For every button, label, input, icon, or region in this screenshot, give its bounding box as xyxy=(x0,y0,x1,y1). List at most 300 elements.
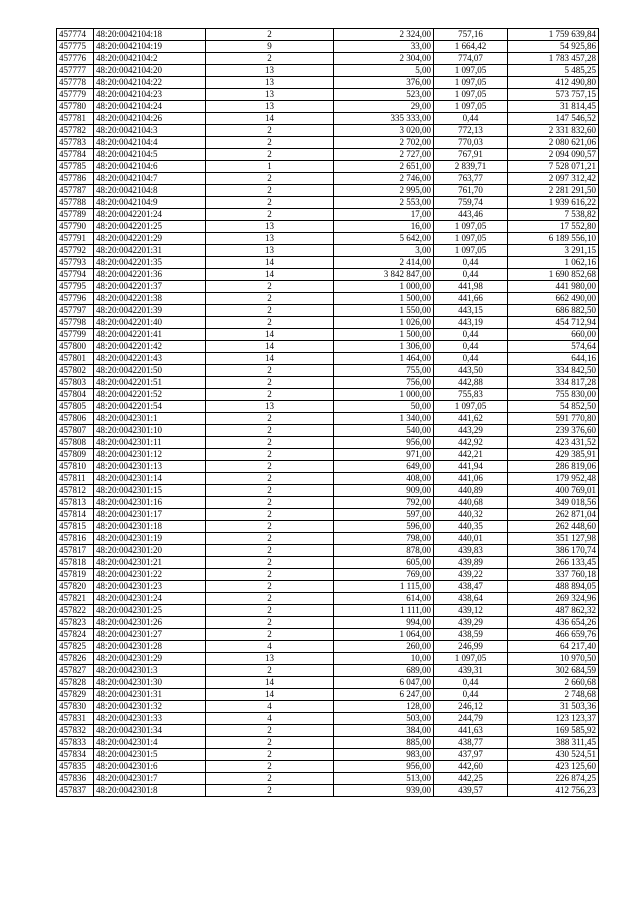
rate-cell: 442,25 xyxy=(434,773,508,785)
table-row xyxy=(57,497,599,509)
table-row xyxy=(57,557,599,569)
cadastral-number-cell: 48:20:0042301:24 xyxy=(94,593,206,605)
table-row xyxy=(57,605,599,617)
category-cell: 2 xyxy=(206,593,334,605)
value-cell: 239 376,60 xyxy=(508,425,599,437)
cadastral-number-cell: 48:20:0042301:32 xyxy=(94,701,206,713)
rate-cell: 757,16 xyxy=(434,29,508,41)
category-cell: 2 xyxy=(206,413,334,425)
row-id-cell: 457811 xyxy=(57,473,94,485)
cadastral-number-cell: 48:20:0042301:7 xyxy=(94,773,206,785)
area-cell: 2 304,00 xyxy=(334,53,434,65)
cadastral-number-cell: 48:20:0042301:21 xyxy=(94,557,206,569)
area-cell: 956,00 xyxy=(334,761,434,773)
row-id-cell: 457827 xyxy=(57,665,94,677)
table-row xyxy=(57,689,599,701)
rate-cell: 439,31 xyxy=(434,665,508,677)
area-cell: 1 000,00 xyxy=(334,389,434,401)
area-cell: 755,00 xyxy=(334,365,434,377)
rate-cell: 441,66 xyxy=(434,293,508,305)
row-id-cell: 457788 xyxy=(57,197,94,209)
cadastral-number-cell: 48:20:0042104:22 xyxy=(94,77,206,89)
value-cell: 412 756,23 xyxy=(508,785,599,797)
area-cell: 2 727,00 xyxy=(334,149,434,161)
rate-cell: 438,59 xyxy=(434,629,508,641)
area-cell: 1 500,00 xyxy=(334,329,434,341)
category-cell: 2 xyxy=(206,725,334,737)
area-cell: 2 651,00 xyxy=(334,161,434,173)
rate-cell: 439,57 xyxy=(434,785,508,797)
table-row xyxy=(57,65,599,77)
row-id-cell: 457804 xyxy=(57,389,94,401)
rate-cell: 1 097,05 xyxy=(434,89,508,101)
cadastral-number-cell: 48:20:0042301:18 xyxy=(94,521,206,533)
table-row xyxy=(57,173,599,185)
rate-cell: 442,88 xyxy=(434,377,508,389)
area-cell: 756,00 xyxy=(334,377,434,389)
category-cell: 13 xyxy=(206,89,334,101)
rate-cell: 443,50 xyxy=(434,365,508,377)
category-cell: 2 xyxy=(206,437,334,449)
rate-cell: 439,22 xyxy=(434,569,508,581)
value-cell: 179 952,48 xyxy=(508,473,599,485)
cadastral-number-cell: 48:20:0042104:20 xyxy=(94,65,206,77)
area-cell: 2 553,00 xyxy=(334,197,434,209)
area-cell: 2 324,00 xyxy=(334,29,434,41)
cadastral-number-cell: 48:20:0042201:39 xyxy=(94,305,206,317)
area-cell: 503,00 xyxy=(334,713,434,725)
table-row xyxy=(57,749,599,761)
value-cell: 2 660,68 xyxy=(508,677,599,689)
table-row xyxy=(57,209,599,221)
value-cell: 466 659,76 xyxy=(508,629,599,641)
rate-cell: 1 097,05 xyxy=(434,101,508,113)
category-cell: 2 xyxy=(206,137,334,149)
area-cell: 1 064,00 xyxy=(334,629,434,641)
cadastral-number-cell: 48:20:0042201:24 xyxy=(94,209,206,221)
row-id-cell: 457786 xyxy=(57,173,94,185)
value-cell: 286 819,06 xyxy=(508,461,599,473)
category-cell: 2 xyxy=(206,53,334,65)
table-row xyxy=(57,41,599,53)
value-cell: 17 552,80 xyxy=(508,221,599,233)
area-cell: 792,00 xyxy=(334,497,434,509)
value-cell: 430 524,51 xyxy=(508,749,599,761)
value-cell: 262 871,04 xyxy=(508,509,599,521)
rate-cell: 1 097,05 xyxy=(434,65,508,77)
category-cell: 2 xyxy=(206,617,334,629)
cadastral-number-cell: 48:20:0042301:16 xyxy=(94,497,206,509)
row-id-cell: 457799 xyxy=(57,329,94,341)
rate-cell: 441,63 xyxy=(434,725,508,737)
category-cell: 2 xyxy=(206,497,334,509)
rate-cell: 438,77 xyxy=(434,737,508,749)
area-cell: 3,00 xyxy=(334,245,434,257)
area-cell: 1 306,00 xyxy=(334,341,434,353)
row-id-cell: 457800 xyxy=(57,341,94,353)
area-cell: 596,00 xyxy=(334,521,434,533)
table-row xyxy=(57,581,599,593)
cadastral-number-cell: 48:20:0042104:9 xyxy=(94,197,206,209)
row-id-cell: 457778 xyxy=(57,77,94,89)
value-cell: 2 281 291,50 xyxy=(508,185,599,197)
value-cell: 266 133,45 xyxy=(508,557,599,569)
row-id-cell: 457784 xyxy=(57,149,94,161)
category-cell: 2 xyxy=(206,461,334,473)
row-id-cell: 457796 xyxy=(57,293,94,305)
row-id-cell: 457785 xyxy=(57,161,94,173)
category-cell: 14 xyxy=(206,329,334,341)
value-cell: 412 490,80 xyxy=(508,77,599,89)
area-cell: 971,00 xyxy=(334,449,434,461)
category-cell: 13 xyxy=(206,401,334,413)
cadastral-number-cell: 48:20:0042201:25 xyxy=(94,221,206,233)
rate-cell: 0,44 xyxy=(434,341,508,353)
table-row xyxy=(57,389,599,401)
category-cell: 2 xyxy=(206,365,334,377)
cadastral-number-cell: 48:20:0042104:18 xyxy=(94,29,206,41)
cadastral-number-cell: 48:20:0042301:14 xyxy=(94,473,206,485)
rate-cell: 443,15 xyxy=(434,305,508,317)
rate-cell: 440,32 xyxy=(434,509,508,521)
area-cell: 605,00 xyxy=(334,557,434,569)
cadastral-number-cell: 48:20:0042301:6 xyxy=(94,761,206,773)
category-cell: 14 xyxy=(206,341,334,353)
category-cell: 2 xyxy=(206,605,334,617)
category-cell: 13 xyxy=(206,77,334,89)
table-row xyxy=(57,377,599,389)
value-cell: 3 291,15 xyxy=(508,245,599,257)
cadastral-number-cell: 48:20:0042301:13 xyxy=(94,461,206,473)
row-id-cell: 457809 xyxy=(57,449,94,461)
category-cell: 2 xyxy=(206,125,334,137)
value-cell: 31 814,45 xyxy=(508,101,599,113)
cadastral-number-cell: 48:20:0042104:6 xyxy=(94,161,206,173)
table-row xyxy=(57,713,599,725)
area-cell: 384,00 xyxy=(334,725,434,737)
cadastral-number-cell: 48:20:0042201:50 xyxy=(94,365,206,377)
cadastral-number-cell: 48:20:0042201:51 xyxy=(94,377,206,389)
area-cell: 33,00 xyxy=(334,41,434,53)
cadastral-number-cell: 48:20:0042301:5 xyxy=(94,749,206,761)
rate-cell: 441,98 xyxy=(434,281,508,293)
row-id-cell: 457803 xyxy=(57,377,94,389)
value-cell: 574,64 xyxy=(508,341,599,353)
table-row xyxy=(57,269,599,281)
category-cell: 2 xyxy=(206,569,334,581)
cadastral-number-cell: 48:20:0042301:26 xyxy=(94,617,206,629)
row-id-cell: 457774 xyxy=(57,29,94,41)
category-cell: 13 xyxy=(206,653,334,665)
area-cell: 1 115,00 xyxy=(334,581,434,593)
rate-cell: 0,44 xyxy=(434,113,508,125)
table-row xyxy=(57,233,599,245)
category-cell: 2 xyxy=(206,629,334,641)
cadastral-value-table xyxy=(56,28,599,797)
table-row xyxy=(57,125,599,137)
area-cell: 260,00 xyxy=(334,641,434,653)
category-cell: 2 xyxy=(206,317,334,329)
row-id-cell: 457825 xyxy=(57,641,94,653)
row-id-cell: 457832 xyxy=(57,725,94,737)
value-cell: 169 585,92 xyxy=(508,725,599,737)
rate-cell: 761,70 xyxy=(434,185,508,197)
cadastral-number-cell: 48:20:0042301:3 xyxy=(94,665,206,677)
rate-cell: 767,91 xyxy=(434,149,508,161)
category-cell: 2 xyxy=(206,749,334,761)
rate-cell: 1 097,05 xyxy=(434,233,508,245)
row-id-cell: 457792 xyxy=(57,245,94,257)
category-cell: 2 xyxy=(206,293,334,305)
table-row xyxy=(57,485,599,497)
cadastral-number-cell: 48:20:0042301:29 xyxy=(94,653,206,665)
category-cell: 14 xyxy=(206,689,334,701)
value-cell: 54 925,86 xyxy=(508,41,599,53)
table-row xyxy=(57,281,599,293)
row-id-cell: 457834 xyxy=(57,749,94,761)
value-cell: 123 123,37 xyxy=(508,713,599,725)
row-id-cell: 457831 xyxy=(57,713,94,725)
table-row xyxy=(57,677,599,689)
rate-cell: 1 097,05 xyxy=(434,653,508,665)
row-id-cell: 457818 xyxy=(57,557,94,569)
table-row xyxy=(57,257,599,269)
area-cell: 878,00 xyxy=(334,545,434,557)
row-id-cell: 457814 xyxy=(57,509,94,521)
table-row xyxy=(57,341,599,353)
rate-cell: 770,03 xyxy=(434,137,508,149)
cadastral-number-cell: 48:20:0042201:40 xyxy=(94,317,206,329)
cadastral-number-cell: 48:20:0042201:42 xyxy=(94,341,206,353)
rate-cell: 0,44 xyxy=(434,269,508,281)
rate-cell: 246,99 xyxy=(434,641,508,653)
row-id-cell: 457837 xyxy=(57,785,94,797)
category-cell: 2 xyxy=(206,209,334,221)
category-cell: 2 xyxy=(206,473,334,485)
category-cell: 14 xyxy=(206,113,334,125)
value-cell: 591 770,80 xyxy=(508,413,599,425)
value-cell: 334 817,28 xyxy=(508,377,599,389)
row-id-cell: 457780 xyxy=(57,101,94,113)
category-cell: 13 xyxy=(206,233,334,245)
value-cell: 10 970,50 xyxy=(508,653,599,665)
table-row xyxy=(57,593,599,605)
cadastral-number-cell: 48:20:0042301:11 xyxy=(94,437,206,449)
cadastral-number-cell: 48:20:0042104:7 xyxy=(94,173,206,185)
value-cell: 1 783 457,28 xyxy=(508,53,599,65)
category-cell: 13 xyxy=(206,245,334,257)
value-cell: 2 094 090,57 xyxy=(508,149,599,161)
cadastral-number-cell: 48:20:0042104:3 xyxy=(94,125,206,137)
table-row xyxy=(57,365,599,377)
category-cell: 2 xyxy=(206,149,334,161)
value-cell: 7 538,82 xyxy=(508,209,599,221)
area-cell: 1 500,00 xyxy=(334,293,434,305)
value-cell: 388 311,45 xyxy=(508,737,599,749)
row-id-cell: 457775 xyxy=(57,41,94,53)
value-cell: 423 125,60 xyxy=(508,761,599,773)
table-row xyxy=(57,77,599,89)
value-cell: 2 748,68 xyxy=(508,689,599,701)
area-cell: 128,00 xyxy=(334,701,434,713)
rate-cell: 1 097,05 xyxy=(434,77,508,89)
row-id-cell: 457791 xyxy=(57,233,94,245)
cadastral-number-cell: 48:20:0042201:35 xyxy=(94,257,206,269)
rate-cell: 443,29 xyxy=(434,425,508,437)
rate-cell: 772,13 xyxy=(434,125,508,137)
area-cell: 939,00 xyxy=(334,785,434,797)
area-cell: 1 000,00 xyxy=(334,281,434,293)
rate-cell: 443,19 xyxy=(434,317,508,329)
category-cell: 14 xyxy=(206,353,334,365)
rate-cell: 439,12 xyxy=(434,605,508,617)
table-row xyxy=(57,653,599,665)
table-row xyxy=(57,569,599,581)
rate-cell: 441,06 xyxy=(434,473,508,485)
category-cell: 2 xyxy=(206,389,334,401)
rate-cell: 441,94 xyxy=(434,461,508,473)
area-cell: 6 047,00 xyxy=(334,677,434,689)
area-cell: 2 746,00 xyxy=(334,173,434,185)
area-cell: 1 111,00 xyxy=(334,605,434,617)
table-row xyxy=(57,221,599,233)
row-id-cell: 457808 xyxy=(57,437,94,449)
cadastral-number-cell: 48:20:0042104:24 xyxy=(94,101,206,113)
table-row xyxy=(57,785,599,797)
value-cell: 487 862,32 xyxy=(508,605,599,617)
category-cell: 2 xyxy=(206,29,334,41)
category-cell: 2 xyxy=(206,761,334,773)
area-cell: 2 995,00 xyxy=(334,185,434,197)
value-cell: 644,16 xyxy=(508,353,599,365)
row-id-cell: 457807 xyxy=(57,425,94,437)
cadastral-number-cell: 48:20:0042301:19 xyxy=(94,533,206,545)
rate-cell: 763,77 xyxy=(434,173,508,185)
category-cell: 2 xyxy=(206,197,334,209)
row-id-cell: 457816 xyxy=(57,533,94,545)
table-row xyxy=(57,137,599,149)
table-row xyxy=(57,245,599,257)
category-cell: 2 xyxy=(206,521,334,533)
table-row xyxy=(57,89,599,101)
cadastral-number-cell: 48:20:0042301:17 xyxy=(94,509,206,521)
area-cell: 5,00 xyxy=(334,65,434,77)
row-id-cell: 457824 xyxy=(57,629,94,641)
row-id-cell: 457833 xyxy=(57,737,94,749)
cadastral-number-cell: 48:20:0042301:8 xyxy=(94,785,206,797)
table-row xyxy=(57,437,599,449)
category-cell: 2 xyxy=(206,173,334,185)
value-cell: 436 654,26 xyxy=(508,617,599,629)
rate-cell: 441,62 xyxy=(434,413,508,425)
cadastral-number-cell: 48:20:0042301:30 xyxy=(94,677,206,689)
area-cell: 523,00 xyxy=(334,89,434,101)
table-row xyxy=(57,761,599,773)
area-cell: 540,00 xyxy=(334,425,434,437)
table-row xyxy=(57,629,599,641)
value-cell: 2 097 312,42 xyxy=(508,173,599,185)
rate-cell: 439,29 xyxy=(434,617,508,629)
category-cell: 2 xyxy=(206,581,334,593)
table-row xyxy=(57,197,599,209)
cadastral-number-cell: 48:20:0042301:12 xyxy=(94,449,206,461)
rate-cell: 439,89 xyxy=(434,557,508,569)
area-cell: 798,00 xyxy=(334,533,434,545)
category-cell: 14 xyxy=(206,257,334,269)
value-cell: 488 894,05 xyxy=(508,581,599,593)
row-id-cell: 457782 xyxy=(57,125,94,137)
category-cell: 2 xyxy=(206,773,334,785)
table-row xyxy=(57,509,599,521)
rate-cell: 0,44 xyxy=(434,329,508,341)
rate-cell: 438,47 xyxy=(434,581,508,593)
rate-cell: 438,64 xyxy=(434,593,508,605)
category-cell: 2 xyxy=(206,305,334,317)
category-cell: 2 xyxy=(206,281,334,293)
area-cell: 3 020,00 xyxy=(334,125,434,137)
table-body xyxy=(57,29,599,797)
cadastral-number-cell: 48:20:0042301:20 xyxy=(94,545,206,557)
table-row xyxy=(57,149,599,161)
rate-cell: 440,35 xyxy=(434,521,508,533)
cadastral-number-cell: 48:20:0042104:2 xyxy=(94,53,206,65)
table-row xyxy=(57,413,599,425)
value-cell: 5 485,25 xyxy=(508,65,599,77)
cadastral-number-cell: 48:20:0042104:4 xyxy=(94,137,206,149)
value-cell: 269 324,96 xyxy=(508,593,599,605)
table-row xyxy=(57,725,599,737)
rate-cell: 442,60 xyxy=(434,761,508,773)
rate-cell: 0,44 xyxy=(434,677,508,689)
table-row xyxy=(57,329,599,341)
category-cell: 2 xyxy=(206,509,334,521)
table-row xyxy=(57,425,599,437)
value-cell: 573 757,15 xyxy=(508,89,599,101)
area-cell: 614,00 xyxy=(334,593,434,605)
rate-cell: 2 839,71 xyxy=(434,161,508,173)
cadastral-number-cell: 48:20:0042301:31 xyxy=(94,689,206,701)
rate-cell: 1 097,05 xyxy=(434,401,508,413)
area-cell: 1 340,00 xyxy=(334,413,434,425)
table-row xyxy=(57,533,599,545)
row-id-cell: 457819 xyxy=(57,569,94,581)
category-cell: 13 xyxy=(206,221,334,233)
rate-cell: 1 097,05 xyxy=(434,245,508,257)
cadastral-number-cell: 48:20:0042201:43 xyxy=(94,353,206,365)
row-id-cell: 457802 xyxy=(57,365,94,377)
cadastral-number-cell: 48:20:0042201:38 xyxy=(94,293,206,305)
cadastral-number-cell: 48:20:0042201:52 xyxy=(94,389,206,401)
category-cell: 14 xyxy=(206,269,334,281)
category-cell: 2 xyxy=(206,449,334,461)
row-id-cell: 457793 xyxy=(57,257,94,269)
cadastral-number-cell: 48:20:0042301:27 xyxy=(94,629,206,641)
cadastral-number-cell: 48:20:0042201:29 xyxy=(94,233,206,245)
row-id-cell: 457789 xyxy=(57,209,94,221)
value-cell: 660,00 xyxy=(508,329,599,341)
row-id-cell: 457828 xyxy=(57,677,94,689)
value-cell: 2 080 621,06 xyxy=(508,137,599,149)
value-cell: 31 503,36 xyxy=(508,701,599,713)
table-row xyxy=(57,161,599,173)
row-id-cell: 457777 xyxy=(57,65,94,77)
row-id-cell: 457830 xyxy=(57,701,94,713)
value-cell: 423 431,52 xyxy=(508,437,599,449)
row-id-cell: 457795 xyxy=(57,281,94,293)
cadastral-number-cell: 48:20:0042104:5 xyxy=(94,149,206,161)
rate-cell: 774,07 xyxy=(434,53,508,65)
row-id-cell: 457822 xyxy=(57,605,94,617)
